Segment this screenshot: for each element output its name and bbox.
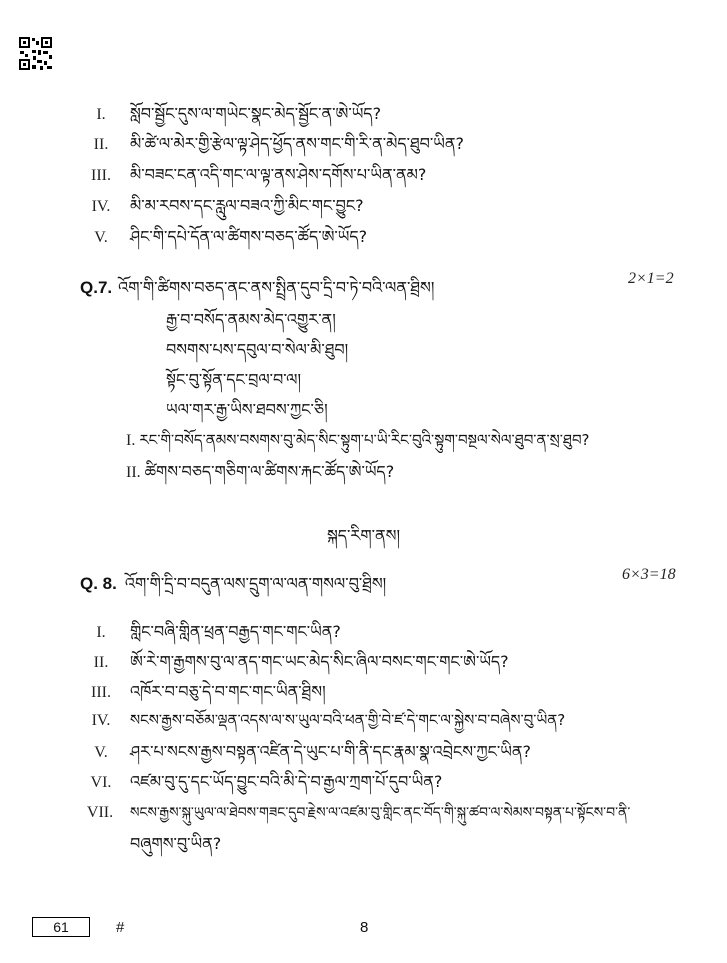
section-heading: སྐད་རིག་ནས།: [326, 526, 401, 545]
marks-label: 6×3=18: [622, 566, 676, 583]
item-number: IV.: [91, 712, 111, 729]
item-text: གླིང་བཞི་གླིན་ཕྲན་བརྒྱད་གང་གང་ཡིན?: [130, 622, 341, 641]
item-number: II.: [93, 654, 109, 671]
verse-text: སྟོང་བུ་སྟོན་དང་བྲལ་བ་ལ།: [166, 370, 301, 389]
item-text: སངས་རྒྱས་སྐུ་ཡུལ་ལ་ཐེབས་གཟང་དུབ་རྗེས་ལ་འཛམ་བུ་གླིང་ནང་བོད་གི་སྐུ་ཚབ་ལ་སེམས་བསྟན་པ་སྟོངས་བ་ནི་: [130, 805, 631, 821]
item-number: I.: [126, 432, 136, 449]
item-text: མི་ཚེ་ལ་མེར་གྱི་རྩེལ་ལྟ་ཤེད་ཕྱོད་ནས་གང་གི་རི་ན་མེད་ཐུབ་ཡིན?: [130, 134, 465, 153]
item-text: འཁོར་བ་བཅུ་དེ་བ་གང་གང་ཡིན་ཐྲིས།: [130, 682, 326, 701]
marks-label: 2×1=2: [628, 270, 674, 287]
item-number: VII.: [86, 804, 114, 821]
item-text: རང་གི་བསོད་ནམས་བསགས་བུ་མེད་སིང་སྟུག་པ་ཡི་རིང་བུའི་སྟུག་བསྔལ་སེལ་ཐུབ་ན་སྲ་ཐུབ?: [139, 431, 590, 449]
qr-code-icon: [18, 36, 53, 71]
item-text: མི་མ་རབས་དང་རླུལ་བཟའ་ཀྱི་མིང་གང་བྱུང?: [130, 196, 364, 215]
paper-code: 61: [32, 917, 90, 937]
question-number: Q. 8.: [80, 574, 117, 593]
verse-text: ཡལ་གར་རྒྱ་ཡིས་ཐབས་ཀྱང་ཅི།: [166, 400, 328, 419]
item-number: III.: [91, 167, 111, 184]
item-number: III.: [91, 684, 111, 701]
item-text: ཚིགས་བཅད་གཅིག་ལ་ཚིགས་རྐང་ཚོད་ཨེ་ཡོད?: [144, 462, 395, 481]
verse-text: རྒྱ་བ་བསོད་ནམས་མེད་འགྱུར་ན།: [166, 310, 336, 329]
item-number: II.: [93, 136, 109, 153]
item-text: ཤིང་གི་དཔེ་དོན་ལ་ཚིགས་བཅད་ཚོད་ཨེ་ཡོད?: [130, 227, 368, 246]
item-number: I.: [96, 624, 106, 641]
verse-text: བསགས་པས་དབུལ་བ་སེལ་མི་ཐུབ།: [166, 340, 349, 359]
question-prompt: འོག་གི་ཚིགས་བཅད་ནང་ནས་སྤྲིན་དུབ་དྲི་བ་ཏེ་བའི་ལན་ཐྲིས།: [118, 278, 435, 297]
item-number: V.: [94, 229, 108, 246]
list-item-continuation: [130, 826, 221, 871]
item-text: མི་བཟང་ངན་འདི་གང་ལ་ལྟ་ནས་ཤེས་དགོས་པ་ཡིན་ནམ?: [130, 165, 427, 184]
item-number: V.: [94, 744, 108, 761]
question-number: Q.7.: [80, 278, 113, 297]
item-number: II.: [126, 464, 141, 481]
item-text: འཛམ་བུ་དུ་དང་ཡོད་བྱུང་བའི་མི་དེ་བ་རྒྱལ་ཀྲག་པོ་དུབ་ཡིན?: [130, 772, 443, 791]
page-number: 8: [360, 919, 369, 936]
hash-mark: #: [116, 919, 125, 936]
item-text: ཨོ་རེ་ག་རྒྱགས་བུ་ལ་ནད་གང་ཡང་མེད་སིང་ཞིལ་བསང་གང་གང་ཨེ་ཡོད?: [130, 652, 509, 671]
question-prompt: འོག་གི་དྲི་བ་བདུན་ལས་དྲུག་ལ་ལན་གསལ་བུ་ཐྲིས།: [124, 574, 387, 593]
item-text: བཞུགས་བུ་ཡིན?: [130, 834, 222, 853]
item-text: སངས་རྒྱས་བཅོམ་ལྡན་འདས་ལ་ས་ཡུལ་བའི་ཕན་གྱི་བེ་ཛ་དེ་གང་ལ་སྐྱེས་བ་བཞེས་བུ་ཡིན?: [130, 711, 566, 729]
question-header: [80, 566, 386, 611]
item-text: ཤར་པ་སངས་རྒྱས་བསྟན་འཛིན་དེ་ཡུང་པ་གི་ནི་དང་རྣམ་སྣ་འབྲེངས་ཀྱང་ཡིན?: [130, 742, 531, 761]
item-number: I.: [96, 106, 106, 123]
item-text: སློབ་སྦྱོང་དུས་ལ་གཡེང་སྣང་མེད་སྦྱོང་ན་ཨེ་ཡོད?: [130, 104, 382, 123]
sub-question: [126, 454, 394, 499]
item-number: VI.: [90, 774, 112, 791]
item-number: IV.: [91, 198, 111, 215]
list-item: [86, 219, 367, 264]
